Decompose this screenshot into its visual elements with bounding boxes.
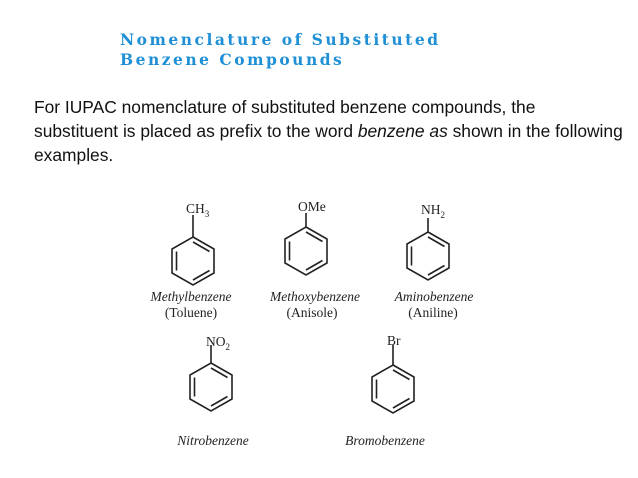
title-line-2: Benzene Compounds (120, 50, 345, 69)
paragraph-text-1: For IUPAC nomenclature of substituted benzene compounds, the substituent is placed as prefix to the word (34, 97, 536, 141)
compound-common-toluene: (Toluene) (164, 305, 218, 320)
compound-common-anisole: (Anisole) (286, 305, 338, 320)
paragraph-emphasis: benzene as (357, 121, 448, 141)
aminobenzene-structure (407, 218, 449, 280)
compound-name-nitrobenzene: Nitrobenzene (177, 433, 249, 448)
methylbenzene-structure (172, 215, 214, 285)
bromobenzene-structure (372, 345, 414, 413)
paragraph-text-2: shown in the following examples. (34, 121, 623, 165)
compound-name-methoxybenzene: Methoxybenzene (270, 289, 360, 304)
substituent-nh2: $NH_2$ (421, 202, 445, 220)
compound-name-aminobenzene: Aminobenzene (394, 289, 474, 304)
substituent-br: Br (387, 333, 401, 348)
substituent-ome: OMe (298, 199, 326, 214)
substituent-ch3: $CH_3$ (186, 201, 210, 219)
compound-name-bromobenzene: Bromobenzene (345, 433, 425, 448)
methoxybenzene-structure (285, 213, 327, 275)
compound-name-methylbenzene: Methylbenzene (150, 289, 232, 304)
compound-common-aniline: (Aniline) (408, 305, 458, 320)
nitrobenzene-structure (190, 345, 232, 411)
title-line-1: Nomenclature of Substituted (120, 30, 441, 49)
substituent-no2: $NO_2$ (206, 334, 230, 352)
